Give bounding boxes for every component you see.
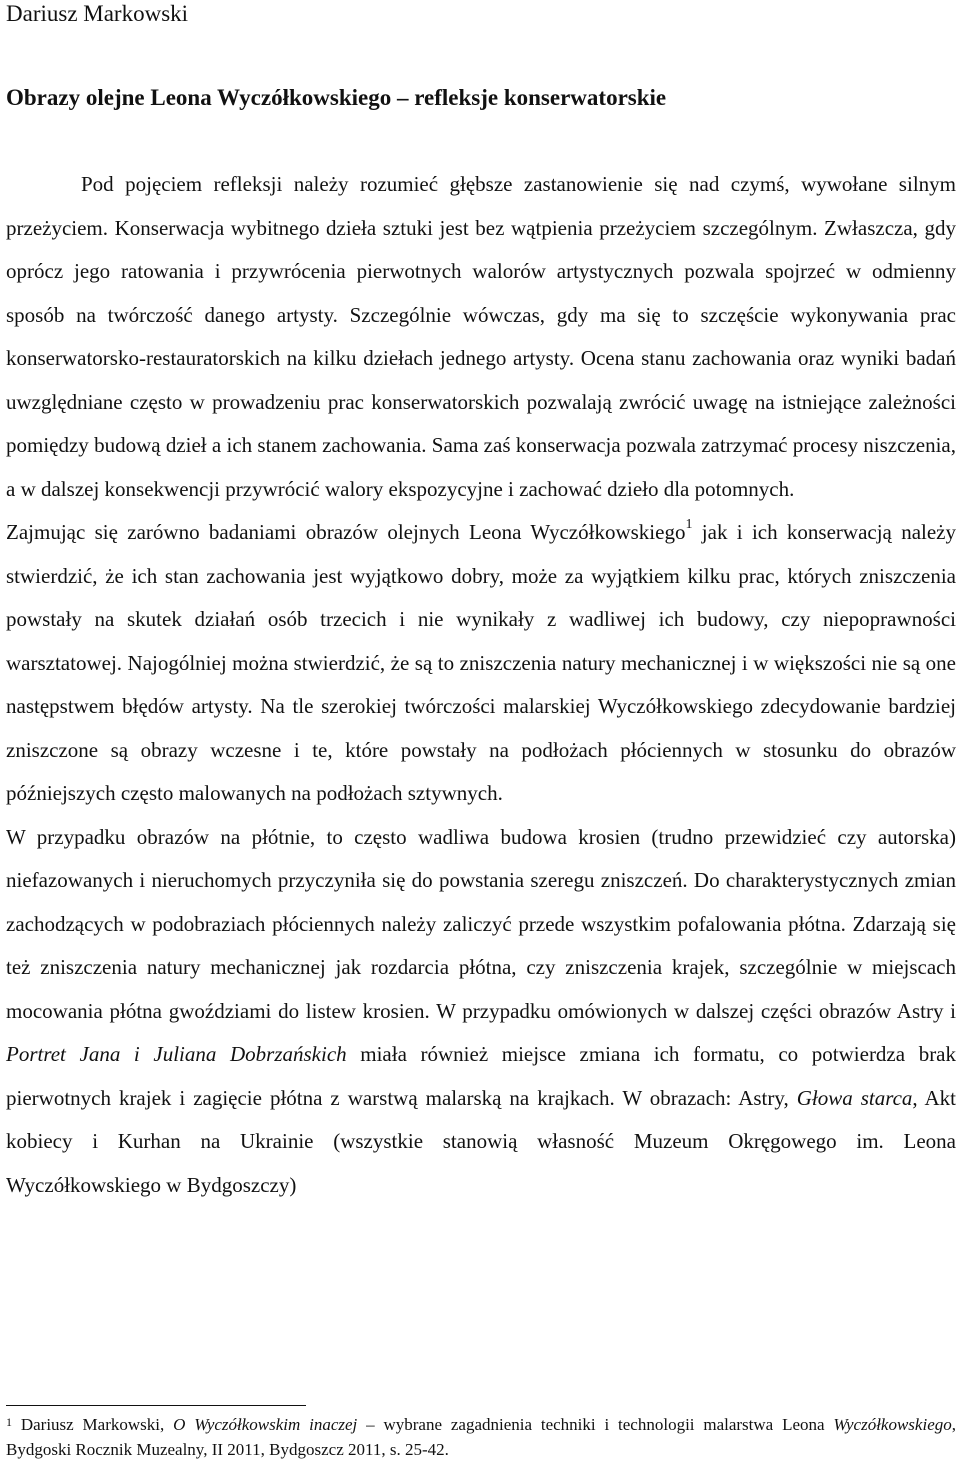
- footnote-text-a: Dariusz Markowski,: [12, 1415, 174, 1434]
- footnote-text-c: , Bydgoski Rocznik Muzealny, II 2011, Bydgoszcz 2011, s. 25-42.: [6, 1415, 956, 1459]
- paragraph-3-text-a: W przypadku obrazów na płótnie, to często wadliwa budowa krosien (trudno przewidzieć czy autorska) niefazowanych i nieruchomych przyczyniła się do powstania szeregu zniszczeń. Do charakterystycznych zmian zachodzących w podobraziach płóciennych należy zaliczyć przede wszystkim pofalowania płótna. Zdarzają się też zniszczenia natury mechanicznej jak rozdarcia płótna, czy zniszczenia krajek, szczególnie w miejscach mocowania płótna gwoździami do listew krosien. W przypadku omówionych w dalszej części obrazów Astry i: [6, 824, 956, 1023]
- footnote-number: 1: [6, 1415, 12, 1429]
- paragraph-2: [6, 511, 956, 816]
- paragraph-2-text-a: Zajmując się zarówno badaniami obrazów olejnych Leona Wyczółkowskiego: [6, 520, 686, 544]
- author-name: Dariusz Markowski: [6, 1, 189, 26]
- artwork-title-portret: Portret Jana i Juliana Dobrzańskich: [6, 1042, 347, 1066]
- paragraph-3-text-b: miała również miejsce zmiana ich formatu, co potwierdza brak pierwotnych krajek i zagięcie płótna z warstwą malarską na krajkach. W obrazach: Astry,: [6, 1042, 957, 1110]
- article-body: [6, 163, 956, 1207]
- footnote: [6, 1412, 956, 1462]
- footnote-italic-name: Wyczółkowskiego: [833, 1415, 952, 1434]
- footnote-text-b: – wybrane zagadnienia techniki i technologii malarstwa Leona: [357, 1415, 834, 1434]
- paragraph-2-text-b: jak i ich konserwacją należy stwierdzić, że ich stan zachowania jest wyjątkowo dobry, może za wyjątkiem kilku prac, których zniszczenia powstały na skutek działań osób trzecich i nie wynikały z wadliwej ich budowy, czy niepoprawności warsztatowej. Najogólniej można stwierdzić, że są to zniszczenia natury mechanicznej i w większości nie są one następstwem błędów artysty. Na tle szerokiej twórczości malarskiej Wyczółkowskiego zdecydowanie bardziej zniszczone są obrazy wczesne i te, które powstały na podłożach płóciennych w stosunku do obrazów późniejszych często malowanych na podłożach sztywnych.: [6, 520, 957, 805]
- footnote-separator: [6, 1405, 306, 1406]
- paragraph-3: [6, 816, 956, 1208]
- footnote-reference[interactable]: 1: [685, 517, 693, 532]
- paragraph-1: Pod pojęciem refleksji należy rozumieć głębsze zastanowienie się nad czymś, wywołane silnym przeżyciem. Konserwacja wybitnego dzieła sztuki jest bez wątpienia przeżyciem szczególnym. Zwłaszcza, gdy oprócz jego ratowania i przywrócenia pierwotnych walorów artystycznych pozwala spojrzeć w odmienny sposób na twórczość danego artysty. Szczególnie wówczas, gdy ma się to szczęście wykonywania prac konserwatorsko-restauratorskich na kilku dziełach jednego artysty. Ocena stanu zachowania oraz wyniki badań uwzględniane często w prowadzeniu prac konserwatorskich pozwalają zwrócić uwagę na istniejące zależności pomiędzy budową dzieł a ich stanem zachowania. Sama zaś konserwacja pozwala zatrzymać procesy niszczenia, a w dalszej konsekwencji przywrócić walory ekspozycyjne i zachować dzieło dla potomnych.: [6, 172, 956, 501]
- article-title: Obrazy olejne Leona Wyczółkowskiego – refleksje konserwatorskie: [6, 85, 667, 110]
- artwork-title-glowa-starca: Głowa starca: [796, 1085, 913, 1110]
- footnote-italic-title: O Wyczółkowskim inaczej: [173, 1415, 358, 1434]
- paragraph-3-text-c: , Akt kobiecy i Kurhan na Ukrainie (wszystkie stanowią własność Muzeum Okręgowego im. Leona Wyczółkowskiego w Bydgoszczy): [6, 1085, 956, 1197]
